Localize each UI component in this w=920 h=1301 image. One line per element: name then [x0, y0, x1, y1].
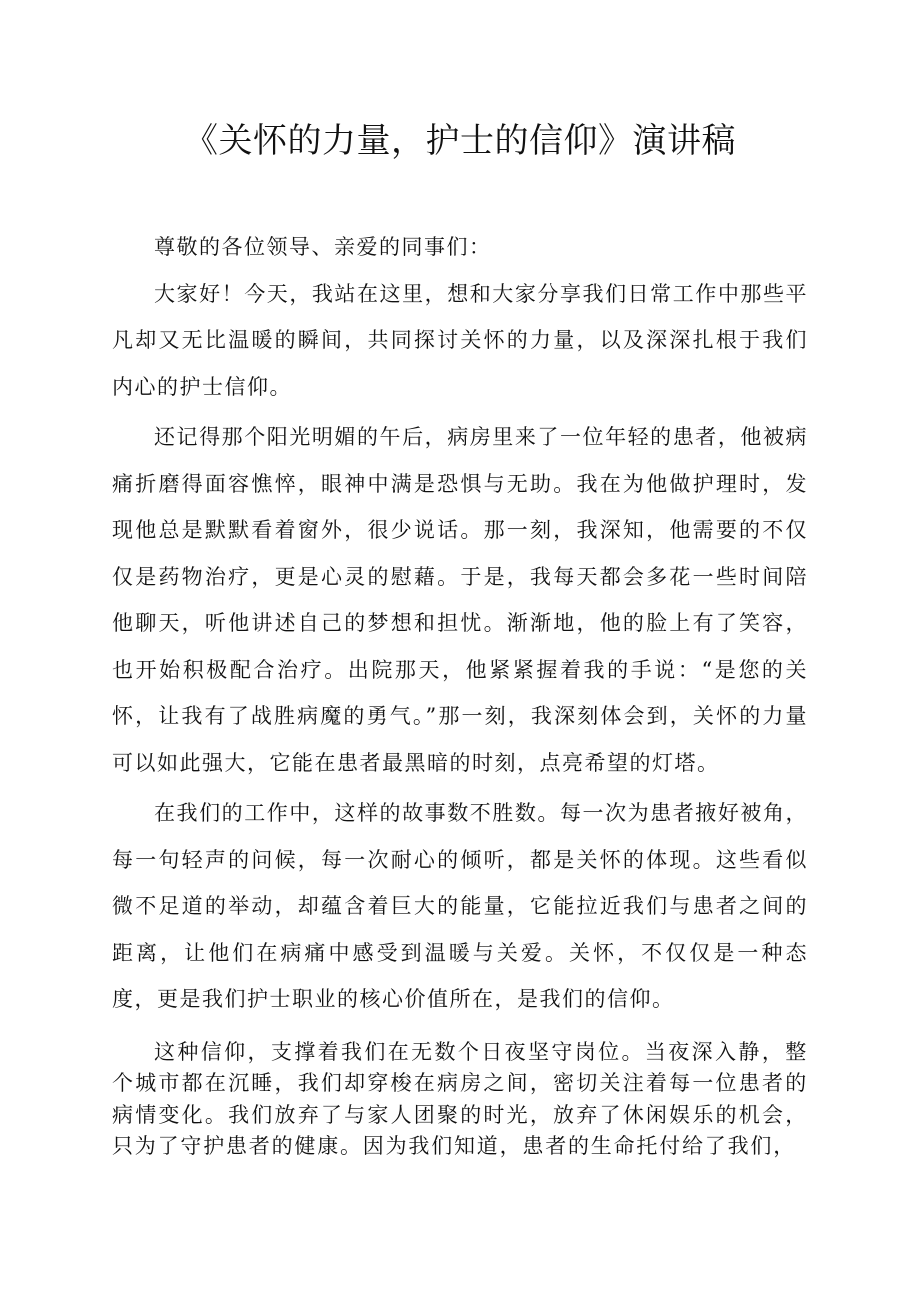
- belief-paragraph: 这种信仰，支撑着我们在无数个日夜坚守岗位。当夜深入静，整个城市都在沉睡，我们却穿梭在病房之间，密切关注着每一位患者的病情变化。我们放弃了与家人团聚的时光，放弃了休闲娱乐的机会，只为了守护患者的健康。因为我们知道，患者的生命托付给了我们，: [112, 1039, 808, 1158]
- story-paragraph: 还记得那个阳光明媚的午后，病房里来了一位年轻的患者，他被病痛折磨得面容憔悴，眼神中满是恐惧与无助。我在为他做护理时，发现他总是默默看着窗外，很少说话。那一刻，我深知，他需要的不仅仅是药物治疗，更是心灵的慰藉。于是，我每天都会多花一些时间陪他聊天，听他讲述自己的梦想和担忧。渐渐地，他的脸上有了笑容，也开始积极配合治疗。出院那天，他紧紧握着我的手说：“是您的关怀，让我有了战胜病魔的勇气。”那一刻，我深刻体会到，关怀的力量可以如此强大，它能在患者最黑暗的时刻，点亮希望的灯塔。: [112, 425, 808, 775]
- document-body: [112, 224, 808, 1163]
- document-title: 《关怀的力量，护士的信仰》演讲稿: [184, 121, 736, 161]
- opening-paragraph: 大家好！今天，我站在这里，想和大家分享我们日常工作中那些平凡却又无比温暖的瞬间，共同探讨关怀的力量，以及深深扎根于我们内心的护士信仰。: [112, 281, 808, 399]
- work-paragraph: 在我们的工作中，这样的故事数不胜数。每一次为患者掖好被角，每一句轻声的问候，每一次耐心的倾听，都是关怀的体现。这些看似微不足道的举动，却蕴含着巨大的能量，它能拉近我们与患者之间的距离，让他们在病痛中感受到温暖与关爱。关怀，不仅仅是一种态度，更是我们护士职业的核心价值所在，是我们的信仰。: [112, 801, 808, 1011]
- salutation-paragraph: 尊敬的各位领导、亲爱的同事们：: [154, 235, 492, 259]
